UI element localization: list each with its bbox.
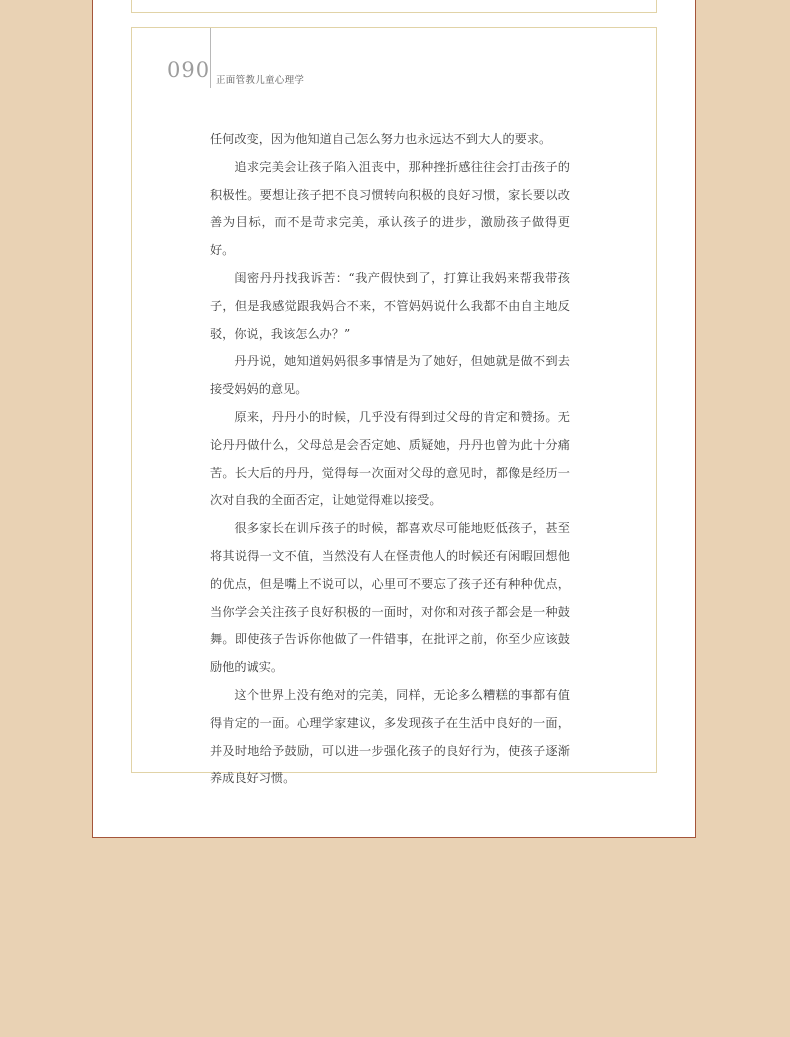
running-head-title: 正面管教儿童心理学 — [216, 75, 305, 86]
paragraph: 任何改变，因为他知道自己怎么努力也永远达不到大人的要求。 — [210, 132, 552, 146]
page-number: 090 — [167, 58, 211, 82]
paragraph: 原来，丹丹小的时候，几乎没有得到过父母的肯定和赞扬。无论丹丹做什么，父母总是会否定她、质疑她，丹丹也曾为此十分痛苦。长大后的丹丹，觉得每一次面对父母的意见时，都像是经历一次对自我的全面否定，让她觉得难以接受。 — [210, 409, 570, 508]
paragraph: 这个世界上没有绝对的完美，同样，无论多么糟糕的事都有值得肯定的一面。心理学家建议，多发现孩子在生活中良好的一面，并及时地给予鼓励，可以进一步强化孩子的良好行为，使孩子逐渐养成良好习惯。 — [210, 687, 570, 786]
paragraph: 丹丹说，她知道妈妈很多事情是为了她好，但她就是做不到去接受妈妈的意见。 — [210, 354, 570, 397]
paragraph: 闺密丹丹找我诉苦：“我产假快到了，打算让我妈来帮我带孩子，但是我感觉跟我妈合不来，不管妈妈说什么我都不由自主地反驳，你说，我该怎么办？” — [210, 270, 570, 341]
paragraph: 追求完美会让孩子陷入沮丧中，那种挫折感往往会打击孩子的积极性。要想让孩子把不良习惯转向积极的良好习惯，家长要以改善为目标，而不是苛求完美，承认孩子的进步，激励孩子做得更好。 — [210, 159, 570, 258]
body-text — [210, 126, 570, 793]
header-divider — [210, 28, 211, 88]
previous-page-frame — [131, 0, 657, 13]
paragraph: 很多家长在训斥孩子的时候，都喜欢尽可能地贬低孩子，甚至将其说得一文不值，当然没有人在怪责他人的时候还有闲暇回想他的优点，但是嘴上不说可以，心里可不要忘了孩子还有种种优点，当你学会关注孩子良好积极的一面时，对你和对孩子都会是一种鼓舞。即使孩子告诉你他做了一件错事，在批评之前，你至少应该鼓励他的诚实。 — [210, 521, 570, 675]
page-frame — [131, 27, 657, 786]
book-page-sheet — [92, 0, 696, 838]
